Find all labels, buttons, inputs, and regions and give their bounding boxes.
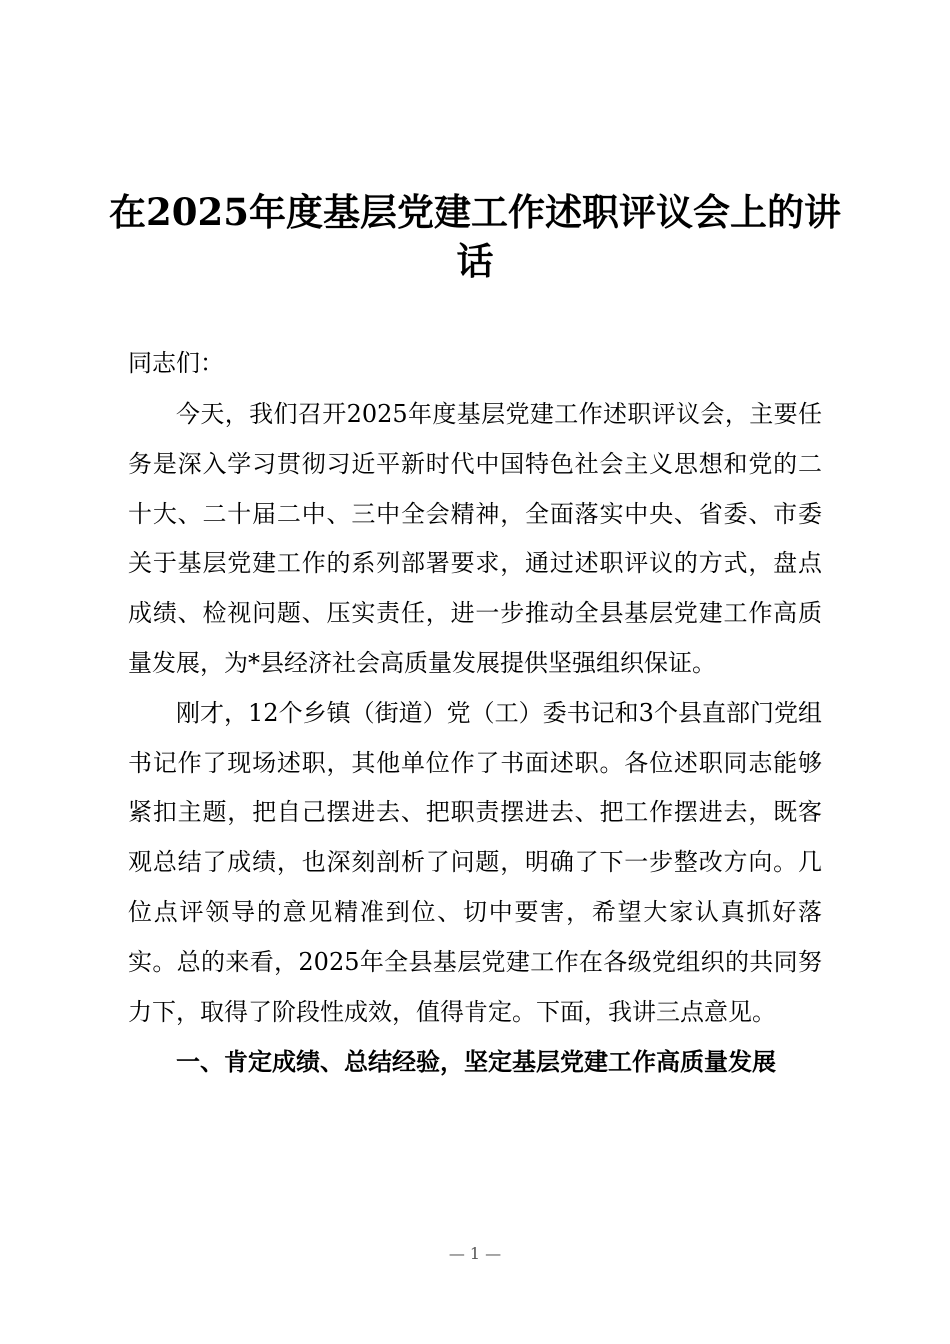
paragraph-intro: 今天，我们召开2025年度基层党建工作述职评议会，主要任务是深入学习贯彻习近平新时代中国特色社会主义思想和党的二十大、二十届二中、三中全会精神，全面落实中央、省委、市委关于基层党建工作的系列部署要求，通过述职评议的方式，盘点成绩、检视问题、压实责任，进一步推动全县基层党建工作高质量发展，为*县经济社会高质量发展提供坚强组织保证。 — [128, 400, 822, 677]
document-title: 在2025年度基层党建工作述职评议会上的讲话 — [109, 190, 841, 283]
paragraph-summary: 刚才，12个乡镇（街道）党（工）委书记和3个县直部门党组书记作了现场述职，其他单位作了书面述职。各位述职同志能够紧扣主题，把自己摆进去、把职责摆进去、把工作摆进去，既客观总结了成绩，也深刻剖析了问题，明确了下一步整改方向。几位点评领导的意见精准到位、切中要害，希望大家认真抓好落实。总的来看，2025年全县基层党建工作在各级党组织的共同努力下，取得了阶段性成效，值得肯定。下面，我讲三点意见。 — [128, 698, 822, 1026]
page-number: — 1 — — [448, 1244, 502, 1263]
salutation: 同志们： — [128, 349, 224, 377]
document-body — [128, 390, 822, 1087]
section-heading: 一、肯定成绩、总结经验，坚定基层党建工作高质量发展 — [176, 1047, 776, 1077]
